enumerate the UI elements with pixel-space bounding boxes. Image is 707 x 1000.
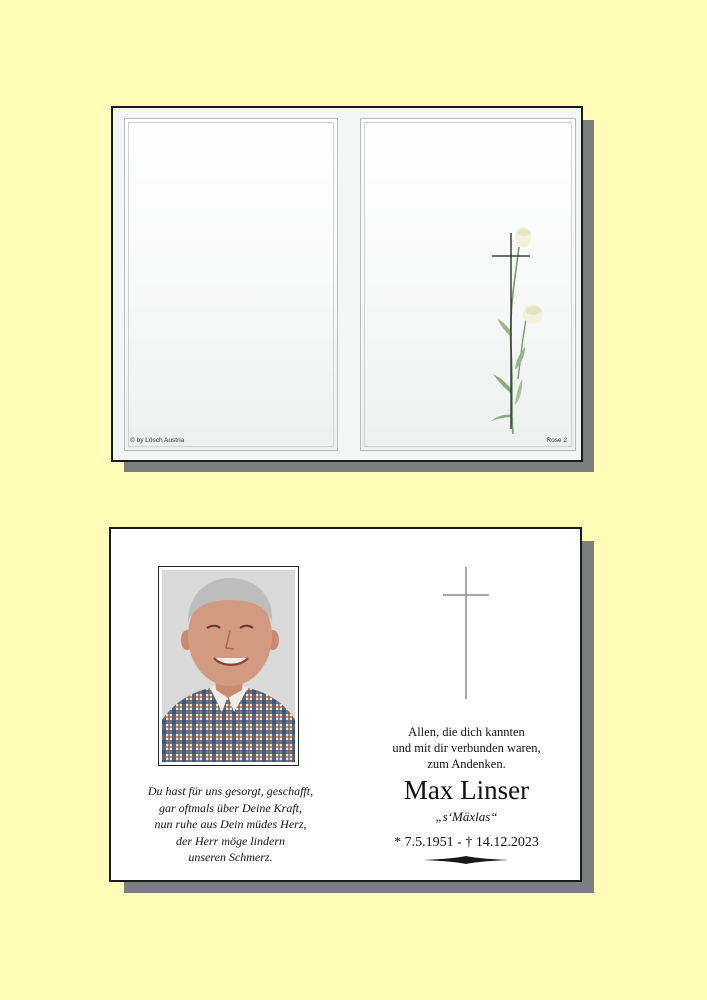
cover-right-panel [360, 118, 576, 451]
remembrance-text [359, 724, 574, 772]
remembrance-line: und mit dir verbunden waren, [392, 741, 541, 755]
cover-card [111, 106, 583, 462]
poem-line: der Herr möge lindern [176, 833, 285, 848]
inside-card [109, 527, 582, 882]
rose-cross-artwork [471, 219, 551, 444]
cross-icon [441, 567, 491, 699]
life-dates: * 7.5.1951 - † 14.12.2023 [394, 835, 539, 850]
remembrance-line: zum Andenken. [427, 757, 506, 771]
ornament-divider [424, 856, 508, 864]
design-name-text: Rose 2 [546, 437, 567, 444]
poem-line: Du hast für uns gesorgt, geschafft, [147, 784, 314, 798]
deceased-name: Max Linser [403, 775, 530, 805]
portrait-image [162, 570, 295, 762]
cover-left-panel [124, 118, 338, 451]
poem-line: nun ruhe aus Dein müdes Herz, [154, 817, 307, 831]
portrait-photo [158, 566, 299, 766]
copyright-text: © by Lösch Austria [130, 437, 185, 444]
poem-line: unseren Schmerz. [188, 850, 273, 864]
rose-icon [491, 227, 543, 434]
nickname: „s‘Mäxlas“ [435, 809, 498, 824]
poem [123, 783, 338, 866]
poem-line: gar oftmals über Deine Kraft, [159, 800, 302, 815]
remembrance-line: Allen, die dich kannten [408, 725, 525, 739]
panel-inner-border [128, 122, 334, 447]
